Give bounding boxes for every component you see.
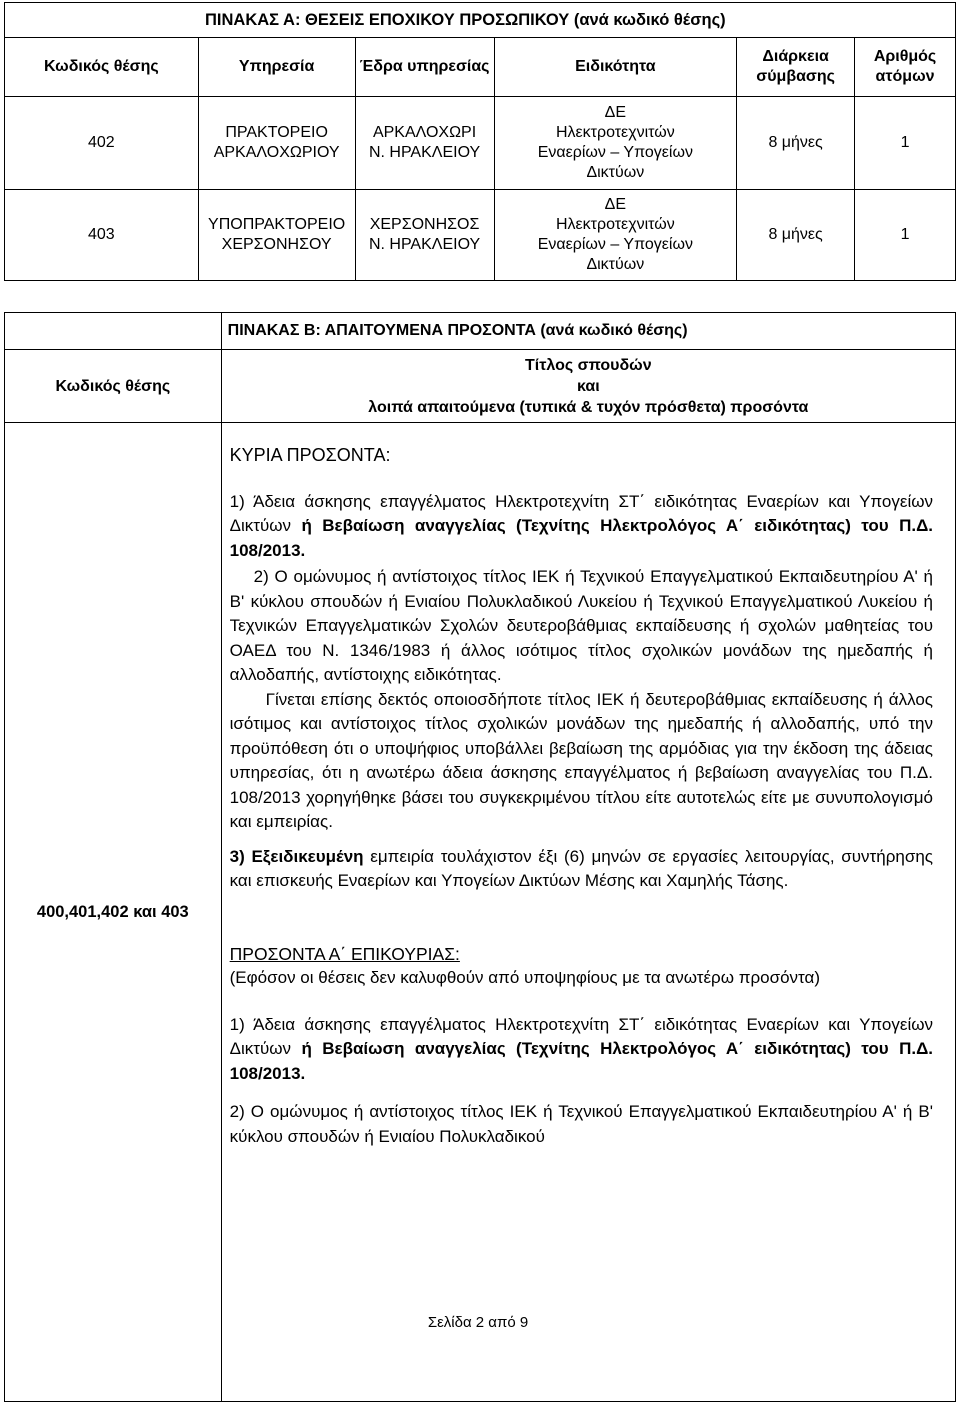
item-number: 1) (229, 491, 245, 511)
cell-seat (355, 97, 494, 190)
auxiliary-qualifications-heading: ΠΡΟΣΟΝΤΑ Α΄ ΕΠΙΚΟΥΡΙΑΣ: (229, 943, 460, 964)
specialty-line: Εναερίων – Υπογείων (537, 236, 693, 253)
requirement-item (230, 1100, 933, 1149)
header-line: λοιπά απαιτούμενα (τυπικά & τυχόν πρόσθετα) προσόντα (368, 398, 809, 416)
item-number: 2) (229, 1102, 245, 1121)
item-text: Άδεια άσκησης επαγγέλματος Ηλεκτροτεχνίτη ΣΤ΄ ειδικότητας Εναερίων και Υπογείων Δικτύων (229, 1014, 933, 1058)
table-b-title: ΠΙΝΑΚΑΣ Β: ΑΠΑΙΤΟΥΜΕΝΑ ΠΡΟΣΟΝΤΑ (ανά κωδικό θέσης) (221, 313, 955, 350)
seat-line: ΑΡΚΑΛΟΧΩΡΙ (372, 124, 477, 141)
service-line: ΧΕΡΣΟΝΗΣΟΥ (221, 236, 332, 253)
cell-duration: 8 μήνες (737, 190, 855, 281)
header-persons: Αριθμός ατόμων (855, 38, 956, 97)
seat-line: Ν. ΗΡΑΚΛΕΙΟΥ (368, 236, 481, 253)
header-duration: Διάρκεια σύμβασης (737, 38, 855, 97)
item-bold-text: Εξειδικευμένη (251, 846, 364, 866)
table-b (4, 312, 956, 1402)
service-line: ΥΠΟΠΡΑΚΤΟΡΕΙΟ (208, 216, 346, 233)
header-line: Τίτλος σπουδών (525, 356, 652, 374)
cell-duration: 8 μήνες (737, 97, 855, 190)
cell-service (198, 190, 355, 281)
header-code: Κωδικός θέσης (5, 350, 222, 423)
cell-persons: 1 (855, 97, 956, 190)
header-requirements (221, 350, 955, 423)
item-number: 2) (253, 567, 269, 586)
header-code: Κωδικός θέσης (5, 38, 199, 97)
item-text: Ο ομώνυμος ή αντίστοιχος τίτλος ΙΕΚ ή Τεχνικού Επαγγελματικού Εκπαιδευτηρίου Α' ή Β' κύκλου σπουδών ή Ενιαίου Πολυκλαδικού Λυκείου ή Τεχνικού Επαγγελματικού Λυκείου ή Τεχνικών Επαγγελματικών Σχολών δευτεροβάθμιας εκπαίδευσης ή σχολών μαθητείας του ΟΑΕΔ του Ν. 1346/1983 ή άλλος ισότιμος τίτλος σχολικών μονάδων της ημεδαπής ή αλλοδαπής, αντίστοιχης ειδικότητας. (229, 567, 933, 684)
specialty-line: Δικτύων (586, 164, 645, 181)
item-bold-text: ή Βεβαίωση αναγγελίας (Τεχνίτης Ηλεκτρολόγος Α΄ ειδικότητας) του Π.Δ. 108/2013. (229, 516, 934, 560)
requirement-extra: Γίνεται επίσης δεκτός οποιοσδήποτε τίτλος ΙΕΚ ή δευτεροβάθμιας εκπαίδευσης ή άλλος ισότιμος και αντίστοιχος τίτλος σχολικών μονάδων της ημεδαπής ή αλλοδαπής, υπό την προϋπόθεση ότι ο υποψήφιος υποβάλλει βεβαίωση της αρμόδιας για την έκδοση της άδειας υπηρεσίας, ότι η ανωτέρω άδεια άσκησης επαγγέλματος ή βεβαίωση αναγγελίας του Π.Δ. 108/2013 χορηγήθηκε βάσει του συγκεκριμένου τίτλου είτε αυτοτελώς είτε με συνυπολογισμό και εμπειρίας. (229, 689, 933, 831)
specialty-line: Ηλεκτροτεχνιτών (555, 124, 675, 141)
cell-service (198, 97, 355, 190)
specialty-line: ΔΕ (604, 196, 627, 213)
requirement-item (230, 490, 933, 564)
seat-line: Ν. ΗΡΑΚΛΕΙΟΥ (368, 144, 481, 161)
page-footer (0, 1314, 960, 1331)
page-number: Σελίδα 2 από 9 (427, 1314, 529, 1331)
specialty-line: Ηλεκτροτεχνιτών (555, 216, 675, 233)
header-specialty: Ειδικότητα (494, 38, 737, 97)
item-text: Ο ομώνυμος ή αντίστοιχος τίτλος ΙΕΚ ή Τεχνικού Επαγγελματικού Εκπαιδευτηρίου Α' ή Β' κύκλου σπουδών ή Ενιαίου Πολυκλαδικού (229, 1102, 933, 1146)
cell-seat (355, 190, 494, 281)
table-row (5, 190, 956, 281)
header-seat: Έδρα υπηρεσίας (355, 38, 494, 97)
header-service: Υπηρεσία (198, 38, 355, 97)
auxiliary-intro: (Εφόσον οι θέσεις δεν καλυφθούν από υποψηφίους με τα ανωτέρω προσόντα) (229, 968, 820, 987)
cell-code: 402 (5, 97, 199, 190)
service-line: ΠΡΑΚΤΟΡΕΙΟ (225, 124, 328, 141)
cell-code: 403 (5, 190, 199, 281)
requirement-item (230, 1013, 933, 1087)
requirement-item (230, 565, 933, 688)
specialty-line: Εναερίων – Υπογείων (537, 144, 693, 161)
item-text: εμπειρία τουλάχιστον έξι (6) μηνών σε εργασίες λειτουργίας, συντήρησης και επισκευής Εναερίων και Υπογείων Δικτύων Μέσης και Χαμηλής Τάσης. (229, 846, 933, 890)
item-bold-text: ή Βεβαίωση αναγγελίας (Τεχνίτης Ηλεκτρολόγος Α΄ ειδικότητας) του Π.Δ. 108/2013. (229, 1039, 934, 1083)
specialty-line: Δικτύων (586, 256, 645, 273)
specialty-line: ΔΕ (604, 104, 627, 121)
main-qualifications-heading: ΚΥΡΙΑ ΠΡΟΣΟΝΤΑ: (229, 445, 391, 465)
table-a-title: ΠΙΝΑΚΑΣ Α: ΘΕΣΕΙΣ ΕΠΟΧΙΚΟΥ ΠΡΟΣΩΠΙΚΟΥ (ανά κωδικό θέσης) (5, 3, 956, 38)
item-text: Άδεια άσκησης επαγγέλματος Ηλεκτροτεχνίτη ΣΤ΄ ειδικότητας Εναερίων και Υπογείων Δικτύων (229, 491, 933, 535)
codes-cell: 400,401,402 και 403 (5, 423, 222, 1402)
table-row (5, 97, 956, 190)
seat-line: ΧΕΡΣΟΝΗΣΟΣ (369, 216, 480, 233)
cell-specialty (494, 190, 737, 281)
cell-specialty (494, 97, 737, 190)
requirements-cell (221, 423, 955, 1402)
table-a (4, 2, 956, 281)
service-line: ΑΡΚΑΛΟΧΩΡΙΟΥ (213, 144, 340, 161)
header-line: και (576, 377, 600, 395)
item-number: 1) (229, 1014, 245, 1034)
cell-persons: 1 (855, 190, 956, 281)
requirement-item (230, 845, 933, 894)
item-number: 3) (229, 846, 245, 866)
